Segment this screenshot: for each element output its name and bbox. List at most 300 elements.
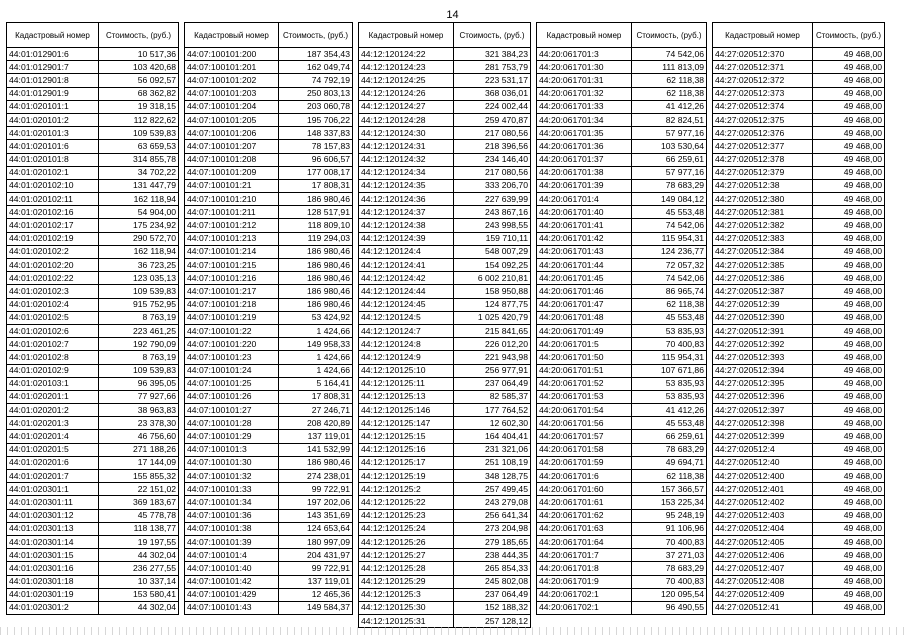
cost-cell: 53 835,93 (632, 324, 707, 337)
table-row (185, 364, 353, 377)
cadastral-number-cell: 44:07:100101:21 (185, 179, 279, 192)
cost-cell: 49 468,00 (813, 404, 885, 417)
table-row (7, 549, 179, 562)
table-row (7, 522, 179, 535)
table-row (185, 179, 353, 192)
cost-cell: 49 468,00 (813, 100, 885, 113)
cost-cell: 49 468,00 (813, 549, 885, 562)
cost-cell: 124 236,77 (632, 245, 707, 258)
table-row (7, 113, 179, 126)
table-row (185, 470, 353, 483)
cadastral-table-1 (6, 22, 179, 615)
cadastral-number-cell: 44:20:061701:51 (537, 364, 632, 377)
cost-cell: 162 118,94 (99, 245, 179, 258)
cost-cell: 49 468,00 (813, 311, 885, 324)
table-row (7, 259, 179, 272)
table-row (713, 179, 885, 192)
cadastral-number-cell: 44:01:020301:11 (7, 496, 99, 509)
table-row (537, 272, 707, 285)
cost-cell: 128 517,91 (279, 206, 353, 219)
cost-cell: 44 302,04 (99, 549, 179, 562)
cadastral-number-cell: 44:12:120124:31 (359, 140, 454, 153)
cost-cell: 19 197,55 (99, 535, 179, 548)
table-row (185, 298, 353, 311)
cadastral-number-cell: 44:07:100101:217 (185, 285, 279, 298)
cadastral-number-cell: 44:27:020512:384 (713, 245, 813, 258)
cadastral-number-cell: 44:07:100101:202 (185, 74, 279, 87)
header-cadastral-number: Кадастровый номер (537, 23, 632, 48)
cost-cell: 186 980,46 (279, 272, 353, 285)
cost-cell: 49 468,00 (813, 285, 885, 298)
cost-cell: 217 080,56 (454, 166, 531, 179)
table-row (7, 509, 179, 522)
cadastral-number-cell: 44:01:020102:4 (7, 298, 99, 311)
cadastral-number-cell: 44:27:020512:390 (713, 311, 813, 324)
cost-cell: 57 977,16 (632, 127, 707, 140)
cadastral-number-cell: 44:12:120125:28 (359, 562, 454, 575)
table-row (713, 272, 885, 285)
cost-cell: 348 128,75 (454, 470, 531, 483)
cost-cell: 68 362,82 (99, 87, 179, 100)
cost-cell: 243 279,08 (454, 496, 531, 509)
cost-cell: 237 064,49 (454, 588, 531, 601)
table-row (7, 232, 179, 245)
cost-cell: 49 468,00 (813, 417, 885, 430)
table-row (537, 179, 707, 192)
table-row (359, 140, 531, 153)
cost-cell: 49 468,00 (813, 232, 885, 245)
cost-cell: 279 185,65 (454, 535, 531, 548)
cadastral-number-cell: 44:01:020101:6 (7, 140, 99, 153)
cadastral-number-cell: 44:20:061701:33 (537, 100, 632, 113)
table-row (537, 443, 707, 456)
cost-cell: 45 778,78 (99, 509, 179, 522)
cost-cell: 49 468,00 (813, 272, 885, 285)
cost-cell: 49 468,00 (813, 259, 885, 272)
cost-cell: 1 424,66 (279, 324, 353, 337)
cost-cell: 186 980,46 (279, 245, 353, 258)
table-row (7, 404, 179, 417)
table-row (185, 549, 353, 562)
cost-cell: 46 756,60 (99, 430, 179, 443)
table-row (359, 87, 531, 100)
table-row (537, 193, 707, 206)
cost-cell: 34 702,22 (99, 166, 179, 179)
cadastral-number-cell: 44:01:020301:1 (7, 483, 99, 496)
cost-cell: 124 653,64 (279, 522, 353, 535)
cost-cell: 70 400,83 (632, 535, 707, 548)
cost-cell: 265 854,33 (454, 562, 531, 575)
table-row (359, 272, 531, 285)
cost-cell: 215 841,65 (454, 324, 531, 337)
cost-cell: 49 468,00 (813, 87, 885, 100)
cadastral-number-cell: 44:20:061701:45 (537, 272, 632, 285)
table-row (713, 390, 885, 403)
table-row (713, 601, 885, 614)
cadastral-number-cell: 44:27:020512:383 (713, 232, 813, 245)
header-cadastral-number: Кадастровый номер (359, 23, 454, 48)
table-row (713, 48, 885, 61)
header-cadastral-number: Кадастровый номер (7, 23, 99, 48)
table-row (537, 562, 707, 575)
table-row (537, 509, 707, 522)
cadastral-number-cell: 44:20:061701:42 (537, 232, 632, 245)
cadastral-number-cell: 44:01:020201:7 (7, 470, 99, 483)
cadastral-number-cell: 44:07:100101:218 (185, 298, 279, 311)
cost-cell: 120 095,54 (632, 588, 707, 601)
cadastral-number-cell: 44:01:020102:6 (7, 324, 99, 337)
cadastral-number-cell: 44:12:120125:147 (359, 417, 454, 430)
cost-cell: 208 420,89 (279, 417, 353, 430)
table-row (537, 430, 707, 443)
cadastral-number-cell: 44:27:020512:38 (713, 179, 813, 192)
table-row (713, 588, 885, 601)
table-row (359, 456, 531, 469)
cost-cell: 82 824,51 (632, 113, 707, 126)
table-row (713, 153, 885, 166)
cost-cell: 186 980,46 (279, 193, 353, 206)
table-row (713, 232, 885, 245)
cadastral-number-cell: 44:27:020512:407 (713, 562, 813, 575)
cost-cell: 103 530,64 (632, 140, 707, 153)
cost-cell: 49 468,00 (813, 522, 885, 535)
table-row (185, 601, 353, 614)
cadastral-number-cell: 44:20:061701:43 (537, 245, 632, 258)
cadastral-number-cell: 44:12:120124:4 (359, 245, 454, 258)
cost-cell: 175 234,92 (99, 219, 179, 232)
table-row (537, 100, 707, 113)
cadastral-number-cell: 44:20:061701:64 (537, 535, 632, 548)
cadastral-number-cell: 44:01:012901:7 (7, 61, 99, 74)
cadastral-number-cell: 44:27:020512:396 (713, 390, 813, 403)
cost-cell: 8 763,19 (99, 351, 179, 364)
table-row (537, 140, 707, 153)
table-row (537, 61, 707, 74)
table-row (359, 404, 531, 417)
table-row (7, 562, 179, 575)
cost-cell: 226 012,20 (454, 338, 531, 351)
cost-cell: 49 468,00 (813, 443, 885, 456)
table-row (537, 166, 707, 179)
table-row (359, 351, 531, 364)
cadastral-number-cell: 44:20:061701:32 (537, 87, 632, 100)
cost-cell: 162 118,94 (99, 193, 179, 206)
cost-cell: 10 517,36 (99, 48, 179, 61)
table-row (7, 61, 179, 74)
table-row (537, 470, 707, 483)
cadastral-number-cell: 44:12:120124:5 (359, 311, 454, 324)
cost-cell: 6 002 210,81 (454, 272, 531, 285)
table-header-row (185, 23, 353, 48)
cost-cell: 149 584,37 (279, 601, 353, 614)
table-row (713, 509, 885, 522)
cost-cell: 49 468,00 (813, 351, 885, 364)
cost-cell: 243 867,16 (454, 206, 531, 219)
cadastral-number-cell: 44:20:061701:49 (537, 324, 632, 337)
cadastral-number-cell: 44:12:120124:8 (359, 338, 454, 351)
cadastral-number-cell: 44:12:120124:44 (359, 285, 454, 298)
cadastral-number-cell: 44:20:061702:1 (537, 601, 632, 614)
table-row (537, 483, 707, 496)
cost-cell: 37 271,03 (632, 549, 707, 562)
cost-cell: 44 302,04 (99, 601, 179, 614)
cost-cell: 53 424,92 (279, 311, 353, 324)
cadastral-number-cell: 44:01:020102:1 (7, 166, 99, 179)
table-row (359, 470, 531, 483)
cadastral-number-cell: 44:01:020301:19 (7, 588, 99, 601)
cost-cell: 321 384,23 (454, 48, 531, 61)
table-row (537, 377, 707, 390)
table-row (7, 443, 179, 456)
cadastral-number-cell: 44:20:061701:54 (537, 404, 632, 417)
cadastral-number-cell: 44:07:100101:207 (185, 140, 279, 153)
table-row (713, 549, 885, 562)
cadastral-number-cell: 44:07:100101:39 (185, 535, 279, 548)
cost-cell: 49 468,00 (813, 338, 885, 351)
cost-cell: 149 958,33 (279, 338, 353, 351)
cadastral-number-cell: 44:12:120125:26 (359, 535, 454, 548)
table-row (713, 206, 885, 219)
table-row (537, 588, 707, 601)
cadastral-number-cell: 44:01:020201:1 (7, 390, 99, 403)
cost-cell: 12 465,36 (279, 588, 353, 601)
table-row (359, 193, 531, 206)
cost-cell: 155 855,32 (99, 470, 179, 483)
table-row (185, 338, 353, 351)
cost-cell: 237 064,49 (454, 377, 531, 390)
table-row (185, 193, 353, 206)
cadastral-number-cell: 44:01:020301:2 (7, 601, 99, 614)
cadastral-number-cell: 44:20:061701:37 (537, 153, 632, 166)
cadastral-number-cell: 44:01:020201:2 (7, 404, 99, 417)
table-row (713, 285, 885, 298)
cost-cell: 54 904,00 (99, 206, 179, 219)
table-row (185, 232, 353, 245)
header-cadastral-number: Кадастровый номер (713, 23, 813, 48)
table-row (185, 245, 353, 258)
cost-cell: 78 683,29 (632, 443, 707, 456)
cost-cell: 271 188,26 (99, 443, 179, 456)
cost-cell: 112 822,62 (99, 113, 179, 126)
table-row (359, 311, 531, 324)
cadastral-number-cell: 44:07:100101:22 (185, 324, 279, 337)
cost-cell: 164 404,41 (454, 430, 531, 443)
cadastral-number-cell: 44:27:020512:398 (713, 417, 813, 430)
scan-noise-strip (0, 627, 905, 635)
cost-cell: 49 468,00 (813, 193, 885, 206)
cost-cell: 1 025 420,79 (454, 311, 531, 324)
cadastral-number-cell: 44:07:100101:429 (185, 588, 279, 601)
table-row (7, 219, 179, 232)
table-row (713, 61, 885, 74)
cost-cell: 259 470,87 (454, 113, 531, 126)
table-row (7, 324, 179, 337)
cost-cell: 63 659,53 (99, 140, 179, 153)
table-row (185, 377, 353, 390)
cadastral-number-cell: 44:27:020512:382 (713, 219, 813, 232)
cadastral-number-cell: 44:27:020512:391 (713, 324, 813, 337)
cost-cell: 49 468,00 (813, 113, 885, 126)
table-row (713, 470, 885, 483)
table-row (7, 298, 179, 311)
table-row (713, 127, 885, 140)
cost-cell: 223 461,25 (99, 324, 179, 337)
cadastral-number-cell: 44:12:120124:23 (359, 61, 454, 74)
cost-cell: 41 412,26 (632, 404, 707, 417)
table-row (537, 456, 707, 469)
cadastral-table-3 (358, 22, 531, 628)
page-number: 14 (446, 9, 459, 21)
cadastral-number-cell: 44:07:100101:34 (185, 496, 279, 509)
table-row (185, 456, 353, 469)
cadastral-number-cell: 44:27:020512:409 (713, 588, 813, 601)
table-row (537, 113, 707, 126)
cadastral-number-cell: 44:07:100101:204 (185, 100, 279, 113)
cost-cell: 27 246,71 (279, 404, 353, 417)
cadastral-number-cell: 44:20:061701:50 (537, 351, 632, 364)
cost-cell: 204 431,97 (279, 549, 353, 562)
table-row (359, 219, 531, 232)
table-row (359, 575, 531, 588)
cadastral-number-cell: 44:12:120124:37 (359, 206, 454, 219)
table-row (537, 390, 707, 403)
cadastral-table-5 (712, 22, 885, 615)
table-row (7, 153, 179, 166)
table-row (359, 588, 531, 601)
cost-cell: 8 763,19 (99, 311, 179, 324)
cost-cell: 251 108,19 (454, 456, 531, 469)
cost-cell: 49 468,00 (813, 575, 885, 588)
cost-cell: 109 539,83 (99, 364, 179, 377)
cadastral-number-cell: 44:27:020512:395 (713, 377, 813, 390)
cost-cell: 314 855,78 (99, 153, 179, 166)
cadastral-number-cell: 44:07:100101:209 (185, 166, 279, 179)
cadastral-number-cell: 44:27:020512:39 (713, 298, 813, 311)
cost-cell: 149 084,12 (632, 193, 707, 206)
table-row (713, 113, 885, 126)
cadastral-number-cell: 44:01:012901:8 (7, 74, 99, 87)
cost-cell: 369 183,67 (99, 496, 179, 509)
cost-cell: 62 118,38 (632, 470, 707, 483)
table-header-row (359, 23, 531, 48)
table-row (185, 351, 353, 364)
table-row (185, 74, 353, 87)
cadastral-number-cell: 44:27:020512:380 (713, 193, 813, 206)
cadastral-number-cell: 44:12:120125:23 (359, 509, 454, 522)
cost-cell: 192 790,09 (99, 338, 179, 351)
cost-cell: 1 424,66 (279, 351, 353, 364)
table-row (7, 470, 179, 483)
cost-cell: 62 118,38 (632, 298, 707, 311)
cost-cell: 77 927,66 (99, 390, 179, 403)
table-row (7, 100, 179, 113)
table-row (359, 535, 531, 548)
cadastral-number-cell: 44:07:100101:214 (185, 245, 279, 258)
cost-cell: 236 277,55 (99, 562, 179, 575)
table-row (537, 601, 707, 614)
table-row (359, 100, 531, 113)
cadastral-number-cell: 44:27:020512:400 (713, 470, 813, 483)
cost-cell: 281 753,79 (454, 61, 531, 74)
table-row (7, 364, 179, 377)
table-row (537, 575, 707, 588)
table-row (537, 351, 707, 364)
cost-cell: 49 468,00 (813, 483, 885, 496)
table-row (359, 206, 531, 219)
cadastral-number-cell: 44:07:100101:212 (185, 219, 279, 232)
cadastral-number-cell: 44:20:061701:60 (537, 483, 632, 496)
table-row (185, 48, 353, 61)
table-row (185, 324, 353, 337)
cadastral-number-cell: 44:07:100101:23 (185, 351, 279, 364)
cadastral-number-cell: 44:20:061701:3 (537, 48, 632, 61)
cadastral-number-cell: 44:07:100101:220 (185, 338, 279, 351)
table-row (359, 127, 531, 140)
cadastral-number-cell: 44:07:100101:210 (185, 193, 279, 206)
table-row (713, 193, 885, 206)
table-row (537, 153, 707, 166)
cost-cell: 111 813,09 (632, 61, 707, 74)
table-row (7, 338, 179, 351)
table-row (713, 140, 885, 153)
cost-cell: 103 420,68 (99, 61, 179, 74)
cadastral-number-cell: 44:07:100101:28 (185, 417, 279, 430)
table-row (185, 272, 353, 285)
cost-cell: 153 580,41 (99, 588, 179, 601)
cadastral-number-cell: 44:07:100101:203 (185, 87, 279, 100)
cadastral-number-cell: 44:12:120125:17 (359, 456, 454, 469)
cost-cell: 41 412,26 (632, 100, 707, 113)
cadastral-number-cell: 44:27:020512:370 (713, 48, 813, 61)
cadastral-number-cell: 44:01:020301:18 (7, 575, 99, 588)
cost-cell: 17 144,09 (99, 456, 179, 469)
cost-cell: 162 049,74 (279, 61, 353, 74)
cost-cell: 148 337,83 (279, 127, 353, 140)
cadastral-number-cell: 44:12:120124:32 (359, 153, 454, 166)
cost-cell: 45 553,48 (632, 206, 707, 219)
cost-cell: 49 468,00 (813, 74, 885, 87)
cadastral-number-cell: 44:07:100101:24 (185, 364, 279, 377)
table-row (7, 417, 179, 430)
header-cadastral-number: Кадастровый номер (185, 23, 279, 48)
cadastral-number-cell: 44:27:020512:406 (713, 549, 813, 562)
cost-cell: 107 671,86 (632, 364, 707, 377)
cost-cell: 96 490,55 (632, 601, 707, 614)
cadastral-number-cell: 44:12:120124:38 (359, 219, 454, 232)
cost-cell: 99 722,91 (279, 483, 353, 496)
cost-cell: 99 722,91 (279, 562, 353, 575)
cadastral-number-cell: 44:12:120124:39 (359, 232, 454, 245)
table-row (713, 404, 885, 417)
table-row (713, 535, 885, 548)
table-row (7, 535, 179, 548)
cadastral-number-cell: 44:12:120125:19 (359, 470, 454, 483)
table-row (713, 417, 885, 430)
cost-cell: 5 164,41 (279, 377, 353, 390)
cadastral-number-cell: 44:12:120125:24 (359, 522, 454, 535)
cost-cell: 78 683,29 (632, 562, 707, 575)
table-row (359, 153, 531, 166)
cadastral-number-cell: 44:12:120124:36 (359, 193, 454, 206)
table-row (359, 48, 531, 61)
cadastral-number-cell: 44:07:100101:4 (185, 549, 279, 562)
cost-cell: 223 531,17 (454, 74, 531, 87)
table-row (7, 206, 179, 219)
cadastral-number-cell: 44:12:120125:10 (359, 364, 454, 377)
table-row (7, 140, 179, 153)
cadastral-number-cell: 44:07:100101:25 (185, 377, 279, 390)
cadastral-number-cell: 44:01:020102:2 (7, 245, 99, 258)
